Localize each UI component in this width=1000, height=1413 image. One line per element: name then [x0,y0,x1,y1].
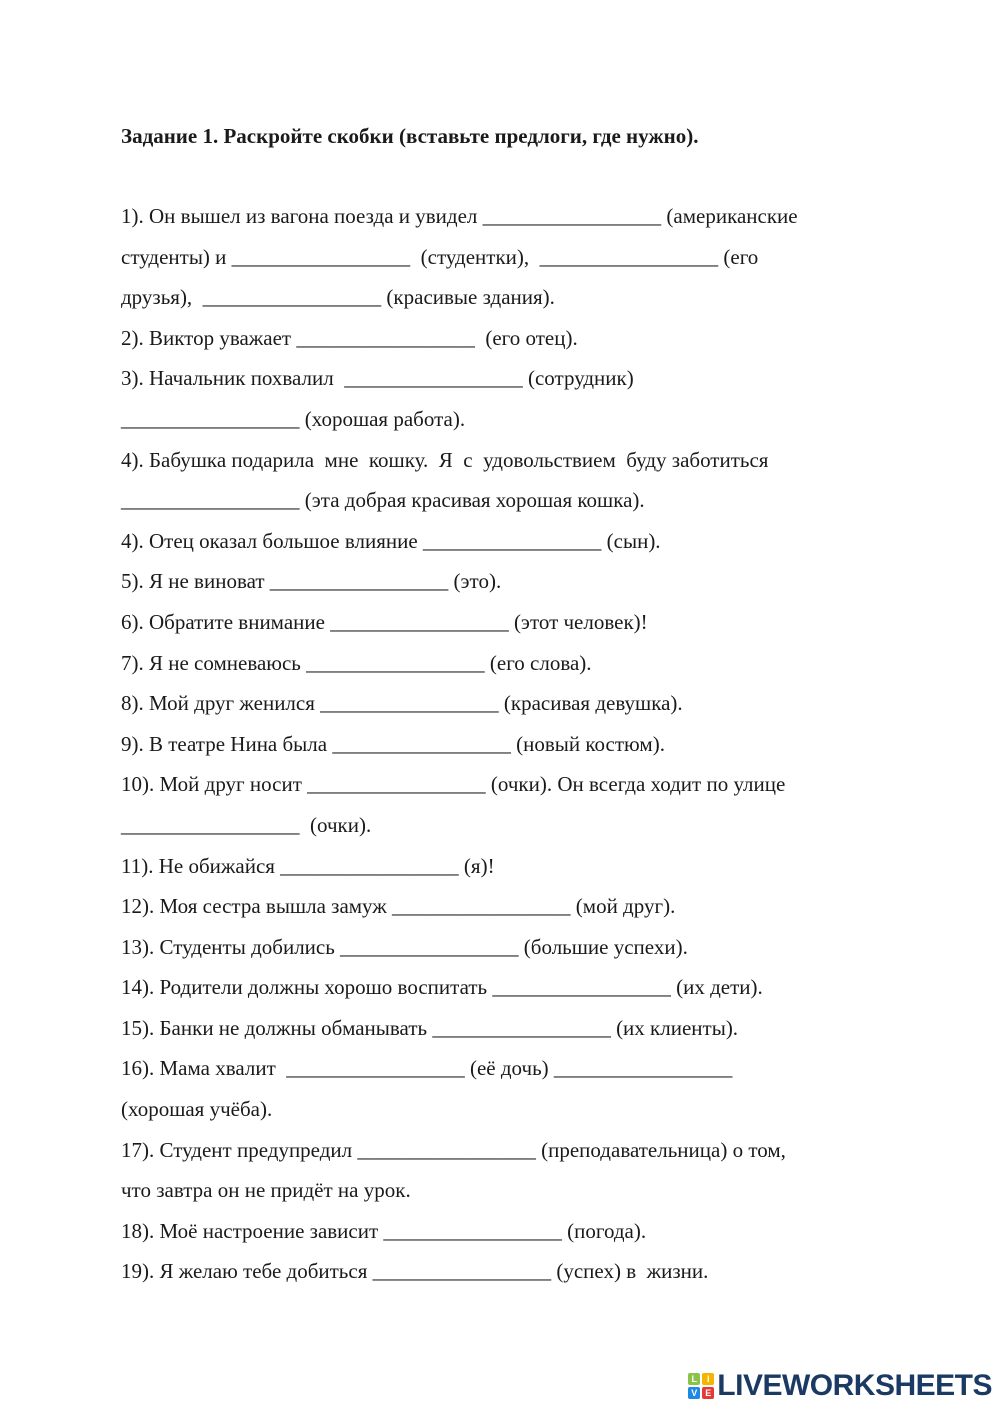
exercise-line: 13). Студенты добились _________________ (большие успехи). [121,934,688,959]
exercise-line: 16). Мама хвалит _________________ (её дочь) _________________ [121,1056,733,1081]
exercise-line: 17). Студент предупредил _________________ (преподавательница) о том, [121,1137,786,1162]
logo-mark-square: I [702,1373,714,1385]
exercise-line: 7). Я не сомневаюсь _________________ (его слова). [121,650,592,675]
exercise-line: 5). Я не виноват _________________ (это). [121,569,502,594]
exercise-line: 9). В театре Нина была _________________ (новый костюм). [121,731,665,756]
exercise-line: 1). Он вышел из вагона поезда и увидел _________________ (американские [121,204,798,228]
logo-mark-square: V [688,1387,700,1399]
exercise-line: студенты) и _________________ (студентки), _________________ (его [121,244,759,269]
exercise-line: 6). Обратите внимание _________________ (этот человек)! [121,609,648,634]
exercise-lines [121,198,798,1294]
exercise-line: 10). Мой друг носит _________________ (очки). Он всегда ходит по улице [121,772,786,797]
logo-text: LIVEWORKSHEETS [717,1369,992,1402]
logo-mark-square: E [702,1387,714,1399]
exercise-line: 18). Моё настроение зависит _________________ (погода). [121,1218,647,1243]
exercise-line: 8). Мой друг женился _________________ (красивая девушка). [121,691,683,716]
exercise-line: 4). Отец оказал большое влияние _________________ (сын). [121,528,661,553]
exercise-line: (хорошая учёба). [121,1097,273,1122]
logo-mark-square: L [688,1373,700,1385]
exercise-line: 2). Виктор уважает _________________ (его отец). [121,325,578,350]
exercise-line: 14). Родители должны хорошо воспитать _________________ (их дети). [121,975,763,1000]
liveworksheets-logo[interactable] [688,1371,992,1401]
exercise-line: что завтра он не придёт на урок. [121,1178,411,1203]
task-heading: Задание 1. Раскройте скобки (вставьте предлоги, где нужно). [121,124,699,148]
exercise-line: _________________ (эта добрая красивая хорошая кошка). [121,488,645,513]
exercise-line: 12). Моя сестра вышла замуж _________________ (мой друг). [121,894,676,919]
exercise-line: 15). Банки не должны обманывать _________________ (их клиенты). [121,1015,739,1040]
exercise-line: 11). Не обижайся _________________ (я)! [121,853,495,878]
liveworksheets-mark-icon [688,1373,714,1399]
exercise-line: 3). Начальник похвалил _________________ (сотрудник) [121,366,634,391]
exercise-line: _________________ (очки). [121,812,372,837]
exercise-line: 4). Бабушка подарила мне кошку. Я с удовольствием буду заботиться [121,447,769,472]
exercise-line: _________________ (хорошая работа). [121,406,466,431]
exercise-line: друзья), _________________ (красивые здания). [121,285,555,310]
exercise-line: 19). Я желаю тебе добиться _________________ (успех) в жизни. [121,1259,709,1284]
